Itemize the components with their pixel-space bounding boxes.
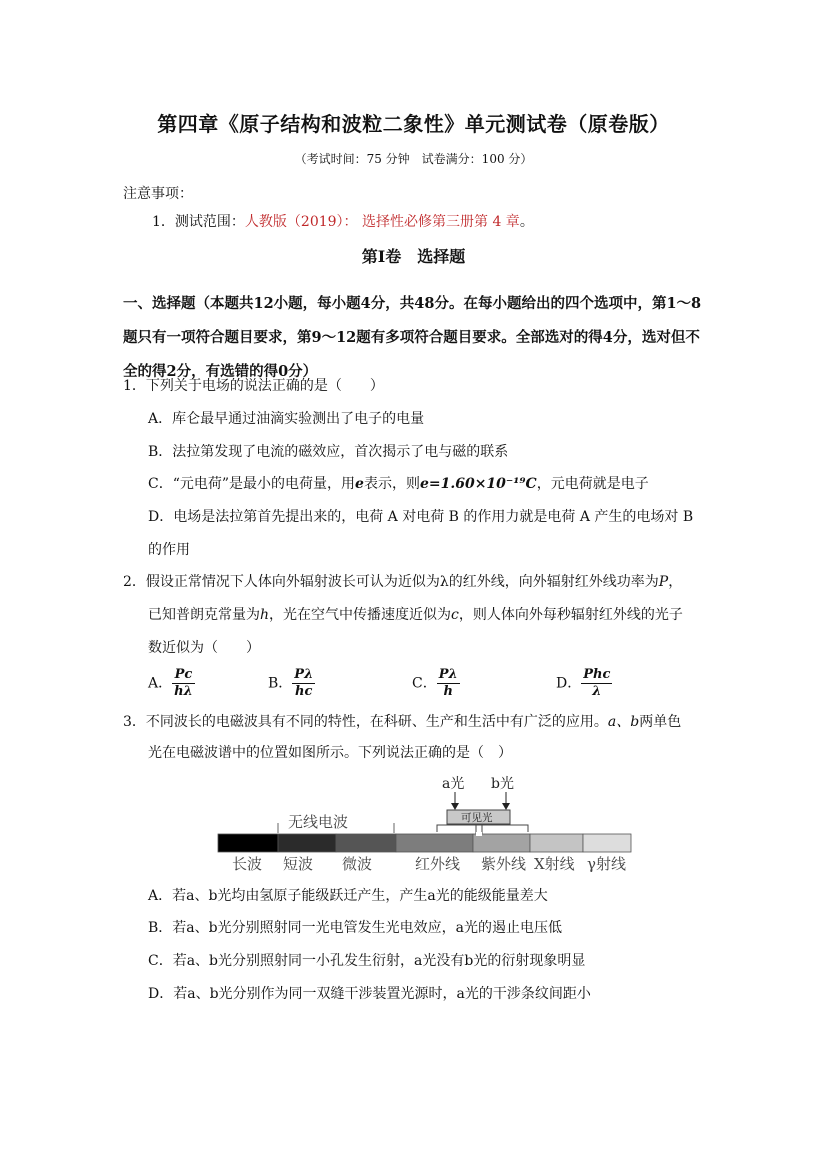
q2a-fraction xyxy=(172,667,195,700)
question-3-option-c: C．若a、b光分别照射同一小孔发生衍射，a光没有b光的衍射现象明显 xyxy=(148,953,586,969)
q3-ab-var: a、b xyxy=(607,714,640,730)
q2b-fraction xyxy=(292,667,315,700)
q1c-text-1: C．“元电荷”是最小的电荷量，用 xyxy=(148,476,356,492)
q3-text-2: 两单色 xyxy=(639,714,682,730)
q1c-text-3: ，元电荷就是电子 xyxy=(536,476,649,492)
fig-a-light-label: a光 xyxy=(442,776,465,792)
question-1-option-c xyxy=(148,473,649,493)
notice-heading: 注意事项： xyxy=(123,186,193,202)
question-3-option-b: B．若a、b光分别照射同一光电管发生光电效应，a光的遏止电压低 xyxy=(148,920,562,936)
fig-band-label-short-wave: 短波 xyxy=(283,855,314,873)
fig-b-arrowhead xyxy=(502,803,510,810)
question-3-stem-line-1 xyxy=(123,711,681,731)
question-2-option-d xyxy=(556,667,612,700)
q2-text-4: ，光在空气中传播速度近似为 xyxy=(269,607,452,623)
fig-band-label-long-wave: 长波 xyxy=(232,855,263,873)
question-1-stem: 1．下列关于电场的说法正确的是（ ） xyxy=(123,378,384,394)
q2-text-5: ，则人体向外每秒辐射红外线的光子 xyxy=(458,607,683,623)
q2c-fraction xyxy=(437,667,460,700)
q2d-numerator: Phc xyxy=(583,667,611,682)
q2d-denominator: λ xyxy=(592,684,602,699)
question-2-option-b xyxy=(268,667,315,700)
fig-band-label-infrared: 红外线 xyxy=(415,855,461,873)
question-1-option-b: B．法拉第发现了电流的磁效应，首次揭示了电与磁的联系 xyxy=(148,444,509,460)
q2a-label: A． xyxy=(148,675,173,692)
question-2-stem-line-2 xyxy=(148,604,683,624)
part-instructions: 一、选择题（本题共12小题，每小题4分，共48分。在每小题给出的四个选项中，第1～8题只有一项符合题目要求，第9～12题有多项符合题目要求。全部选对的得4分，选对但不全的得2分，有选错的得0分） xyxy=(123,295,702,380)
fig-band-long-wave xyxy=(218,834,278,852)
fig-band-x-ray xyxy=(530,834,583,852)
question-1-option-d-cont: 的作用 xyxy=(148,542,190,558)
q2-speed-var: c xyxy=(451,607,459,623)
q1c-equation: e=1.60×10⁻¹⁹C xyxy=(419,476,537,492)
fig-band-label-ultraviolet: 紫外线 xyxy=(481,855,527,873)
question-3-option-a: A．若a、b光均由氢原子能级跃迁产生，产生a光的能级能量差大 xyxy=(148,888,548,904)
q2c-label: C． xyxy=(412,675,437,692)
fig-band-label-gamma-ray: γ射线 xyxy=(587,855,626,873)
q2d-label: D． xyxy=(556,675,582,692)
q2-text-2: ， xyxy=(668,574,683,590)
fig-radio-label: 无线电波 xyxy=(288,813,349,831)
fig-band-infrared xyxy=(396,834,473,852)
fig-band-label-microwave: 微波 xyxy=(342,855,373,873)
q1c-variable: e xyxy=(355,476,364,492)
notice-item-1-suffix: 。 xyxy=(519,214,534,230)
q2a-numerator: Pc xyxy=(172,667,195,684)
question-3-stem-line-2: 光在电磁波谱中的位置如图所示。下列说法正确的是（ ） xyxy=(148,745,512,761)
test-scope: 人教版（2019）： 选择性必修第三册第 4 章 xyxy=(244,214,520,230)
q3-text-1: 3．不同波长的电磁波具有不同的特性，在科研、生产和生活中有广泛的应用。 xyxy=(123,714,608,730)
question-2-stem-line-3: 数近似为（ ） xyxy=(148,640,260,656)
section-title: 第Ⅰ卷 选择题 xyxy=(361,247,466,266)
fig-band-microwave xyxy=(336,834,396,852)
q2-text-1: 2．假设正常情况下人体向外辐射波长可认为近似为λ的红外线，向外辐射红外线功率为 xyxy=(123,574,659,590)
q2b-label: B． xyxy=(268,675,293,692)
question-2-option-c xyxy=(412,667,460,700)
question-2-option-a xyxy=(148,667,195,700)
q2-power-var: P xyxy=(658,574,669,590)
q2a-denominator: hλ xyxy=(174,684,193,699)
q2c-denominator: h xyxy=(443,684,453,699)
question-1-option-a: A．库仑最早通过油滴实验测出了电子的电量 xyxy=(148,411,425,427)
question-3-option-d: D．若a、b光分别作为同一双缝干涉装置光源时，a光的干涉条纹间距小 xyxy=(148,986,591,1002)
q2b-denominator: hc xyxy=(295,684,313,699)
question-1-option-d: D．电场是法拉第首先提出来的，电荷 A 对电荷 B 的作用力就是电荷 A 产生的电场对 B xyxy=(148,509,694,525)
q2-planck-var: h xyxy=(260,607,270,623)
fig-a-arrowhead xyxy=(451,803,459,810)
notice-item-1-prefix: 1．测试范围： xyxy=(152,214,245,230)
q2c-numerator: Pλ xyxy=(438,667,458,682)
fig-band-label-x-ray: X射线 xyxy=(534,855,575,873)
em-spectrum-figure xyxy=(0,770,827,880)
q2d-fraction xyxy=(581,667,612,700)
question-2-stem-line-1 xyxy=(123,571,682,591)
fig-band-short-wave xyxy=(278,834,336,852)
fig-spectrum-bands xyxy=(218,832,631,873)
notice-item-1 xyxy=(152,211,534,231)
fig-band-gamma-ray xyxy=(583,834,631,852)
exam-info: （考试时间：75 分钟 试卷满分：100 分） xyxy=(294,152,533,166)
q2-text-3: 已知普朗克常量为 xyxy=(148,607,260,623)
fig-band-ultraviolet xyxy=(473,834,530,852)
q1c-text-2: 表示，则 xyxy=(363,476,420,492)
q2b-numerator: Pλ xyxy=(294,667,314,682)
fig-visible-connector xyxy=(476,832,482,836)
fig-b-light-label: b光 xyxy=(491,776,514,792)
fig-visible-label: 可见光 xyxy=(461,812,493,824)
page-title: 第四章《原子结构和波粒二象性》单元测试卷（原卷版） xyxy=(157,112,670,136)
